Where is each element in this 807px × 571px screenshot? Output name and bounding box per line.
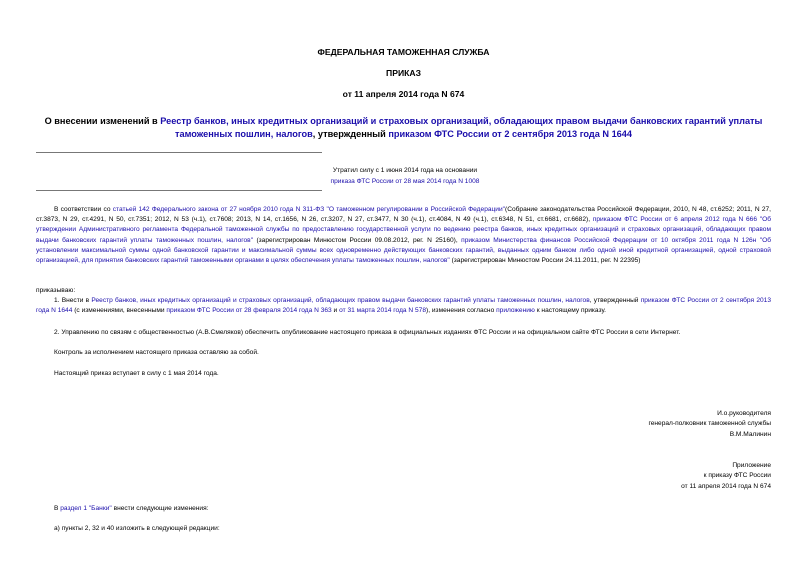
item-1-text-5: ), изменения согласно bbox=[426, 307, 497, 315]
item-1-text-3: (с изменениями, внесенными bbox=[72, 307, 167, 315]
divider-top bbox=[36, 152, 322, 153]
appendix-reference: к приказу ФТС России bbox=[703, 472, 771, 480]
signature-position: И.о.руководителя bbox=[717, 410, 771, 417]
document-date-number: от 11 апреля 2014 года N 674 bbox=[342, 89, 465, 99]
signature-name: В.М.Малинин bbox=[729, 430, 771, 438]
preamble-text-4: (зарегистрирован Минюстом России 24.11.2011, рег. N 22395) bbox=[449, 257, 641, 265]
item-1-registry-link[interactable]: Реестр банков, иных кредитных организаций и страховых организаций, обладающих правом выдачи банковских гарантий уплаты таможенных пошлин, налогов bbox=[91, 297, 590, 304]
registry-link[interactable]: Реестр банков, иных кредитных организаций и страховых организаций, обладающих правом выдачи банковских гарантий уплаты таможенных пошлин, налогов bbox=[160, 116, 763, 139]
section-paragraph bbox=[54, 504, 209, 514]
item-2-paragraph: 2. Управлению по связям с общественностью (А.В.Смеляков) обеспечить опубликование настоящего приказа в официальных изданиях ФТС России и на официальном сайте ФТС России в сети Интернет. bbox=[54, 329, 681, 336]
item-1-order-1644-link[interactable]: приказом ФТС России от 2 сентября 2013 года N 1644 bbox=[36, 297, 771, 315]
preamble-text-1: В соответствии со bbox=[54, 206, 113, 213]
section-text-1: В bbox=[54, 505, 61, 512]
order-666-link[interactable]: приказом ФТС России от 6 апреля 2012 года N 666 "Об утверждении Административного регламента Федеральной таможенной службы по предоставлению государственной услуги по ведению реестра банков, иных кредитных организаций и страховых организаций, обладающих правом выдачи банковских гарантий уплаты таможенных пошлин, налогов" bbox=[36, 216, 771, 244]
appendix-date-number: от 11 апреля 2014 года N 674 bbox=[681, 482, 771, 490]
order-578-link[interactable]: от 31 марта 2014 года N 578 bbox=[339, 307, 427, 315]
item-1-text-1: 1. Внести в bbox=[54, 297, 92, 304]
appendix-header bbox=[471, 461, 771, 492]
section-text-2: внести следующие изменения: bbox=[111, 505, 209, 512]
document-type: ПРИКАЗ bbox=[386, 68, 421, 78]
title-middle: , утвержденный bbox=[312, 129, 389, 139]
repeal-order-link[interactable]: приказа ФТС России от 28 мая 2014 года N 1008 bbox=[330, 178, 480, 185]
item-1-text-4: и bbox=[331, 307, 340, 315]
document-title bbox=[40, 115, 767, 141]
signature-rank: генерал-полковник таможенной службы bbox=[648, 420, 771, 428]
item-1-text-2: , утвержденный bbox=[589, 297, 641, 304]
item-1-paragraph bbox=[36, 296, 771, 316]
repeal-note bbox=[280, 165, 530, 187]
divider-bottom bbox=[36, 190, 322, 191]
appendix-label: Приложение bbox=[732, 462, 771, 469]
agency-name: ФЕДЕРАЛЬНАЯ ТАМОЖЕННАЯ СЛУЖБА bbox=[317, 47, 490, 57]
minfin-126n-link[interactable]: приказом Министерства финансов Российской Федерации от 10 октября 2011 года N 126н "Об установлении максимальной суммы одной банковской гарантии и максимальной суммы всех одновременно действующих банковских гарантий, выданных одним банком либо одной иной кредитной организацией, одной страховой организацией, для принятия банковских гарантий таможенными органами в целях обеспечения уплаты таможенных пошлин, налогов" bbox=[36, 236, 771, 265]
signature-block bbox=[471, 409, 771, 440]
effective-date-paragraph: Настоящий приказ вступает в силу с 1 мая 2014 года. bbox=[54, 370, 219, 377]
preamble-paragraph bbox=[36, 205, 771, 266]
order-1644-link[interactable]: приказом ФТС России от 2 сентября 2013 года N 1644 bbox=[388, 129, 633, 139]
order-363-link[interactable]: приказом ФТС России от 28 февраля 2014 года N 363 bbox=[166, 307, 332, 315]
title-prefix: О внесении изменений в bbox=[44, 116, 161, 126]
appendix-link[interactable]: приложению bbox=[496, 307, 535, 315]
repeal-note-text: Утратил силу с 1 июня 2014 года на основании bbox=[332, 167, 478, 174]
sub-item-a-paragraph: а) пункты 2, 32 и 40 изложить в следующей редакции: bbox=[54, 525, 220, 532]
preamble-text-3: (зарегистрирован Минюстом России 09.08.2012, рег. N 25160), bbox=[253, 236, 462, 244]
item-1-text-6: к настоящему приказу. bbox=[534, 307, 606, 315]
order-word: приказываю: bbox=[36, 287, 76, 294]
law-311-link[interactable]: статьей 142 Федерального закона от 27 ноября 2010 года N 311-ФЗ "О таможенном регулировании в Российской Федерации" bbox=[112, 206, 506, 213]
preamble-text-2: (Собрание законодательства Российской Федерации, 2010, N 48, ст.6252; 2011, N 27, ст.3873, N 29, ст.4291, N 50, ст.7351; 2012, N 53 (ч.1), ст.7608; 2013, N 14, ст.1656, N 26, ст.3207, N 27, ст.3477, N 30 (ч.1), ст.4084, N 49 (ч.1), ст.6348, N 51, ст.6681, ст.6682), bbox=[36, 206, 771, 224]
section-1-banks-link[interactable]: раздел 1 "Банки" bbox=[60, 505, 112, 512]
control-paragraph: Контроль за исполнением настоящего приказа оставляю за собой. bbox=[54, 349, 259, 356]
